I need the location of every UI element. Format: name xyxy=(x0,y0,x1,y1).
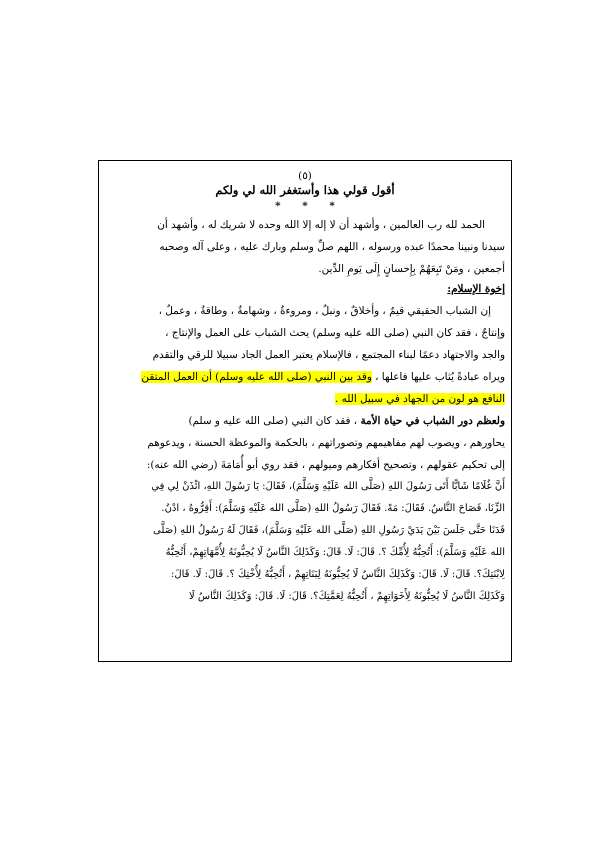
hadith-line-3: فَدَنَا حَتَّى جَلَسَ بَيْنَ يَدَيْ رَسُولِ اللهِ (صَلَّى الله عَلَيْهِ وَسَلَّمَ)، فَقَالَ لَهُ رَسُولُ اللهِ (صَلَّى xyxy=(153,525,505,536)
paragraph-3-bold-lead: ولعظم دور الشباب في حياة الأمة xyxy=(360,415,505,427)
star-separator: * * * xyxy=(275,200,335,212)
opening-line-2: سيدنا ونبينا محمدًا عبده ورسوله ، اللهم صلِّ وسلم وبارك عليه ، وعلى آله وصحبه xyxy=(159,241,505,253)
paragraph-3-line-3: إلى تحكيم عقولهم ، وتصحيح أفكارهم وميولهم ، فقد روي أبو أُمَامَةَ (رضي الله عنه): xyxy=(146,459,505,471)
hadith-line-2: الزِّنَا، فَصَاحَ النَّاسُ. فَقَالَ: مَهْ. فَقَالَ رَسُولُ اللهِ (صَلَّى الله عَلَيْهِ وَسَلَّمَ): أَقِرُّوهُ ، ادْنُ. xyxy=(161,503,505,514)
paragraph-2-line-4 xyxy=(141,369,505,385)
paragraph-2-line-2: وإنتاجٌ ، فقد كان النبي (صلى الله عليه وسلم) يحث الشباب على العمل والإنتاج ، xyxy=(165,327,505,339)
subheading: إخوة الإسلام: xyxy=(447,283,505,295)
hadith-line-5: لِابْنَتِكَ؟. قَالَ: لَا. قَالَ: وَكَذَلِكَ النَّاسُ لَا يُحِبُّونَهُ لِبَنَاتِهِمْ ، أَتُحِبُّهُ لِأُخْتِكَ ؟. قَالَ: لَا. قَالَ: xyxy=(170,569,505,580)
opening-line-3: أجمعين ، ومَنْ تَبِعَهُمْ بِإِحسانٍ إِلَى يَومِ الدِّين. xyxy=(318,263,505,275)
section-title: أقول قولي هذا وأستغفر الله لي ولكم xyxy=(215,183,395,197)
highlighted-text: وقد بين النبي (صلى الله عليه وسلم) أن العمل المتقن xyxy=(141,371,372,383)
paragraph-3-lead-rest: ، فقد كان النبي (صلى الله عليه و سلم) xyxy=(188,415,361,427)
paragraph-3-line-2: يحاورهم ، ويصوب لهم مفاهيمهم وتصوراتهم ، بالحكمة والموعظة الحسنة ، ويدعوهم xyxy=(147,437,505,449)
paragraph-2-line-4-plain: ويراه عبادةً يُثاب عليها فاعلها ، xyxy=(371,371,505,383)
hadith-line-6: وَكَذَلِكَ النَّاسُ لَا يُحِبُّونَهُ لِأَخَوَاتِهِمْ ، أَتُحِبُّهُ لِعَمَّتِكَ؟. قَالَ: لَا. قَالَ: وَكَذَلِكَ النَّاسُ لَا xyxy=(188,591,505,602)
hadith-line-4: الله عَلَيْهِ وَسَلَّمَ): أَتُحِبُّهُ لِأُمِّكَ ؟. قَالَ: لَا. قَالَ: وَكَذَلِكَ النَّاسُ لَا يُحِبُّونَهُ لِأُمَّهَاتِهِمْ، أَتُحِبُّهُ xyxy=(165,547,505,558)
paragraph-2-line-1: إن الشباب الحقيقي قيمٌ ، وأخلاقٌ ، ونبلٌ ، ومروءةٌ ، وشهامةٌ ، وطاقةٌ ، وعملٌ ، xyxy=(158,305,491,317)
page-border-frame xyxy=(98,160,512,662)
opening-line-1: الحمد لله رب العالمين ، وأشهد أن لا إله إلا الله وحده لا شريك له ، وأشهد أن xyxy=(157,219,485,231)
paragraph-2-line-5 xyxy=(335,391,505,407)
paragraph-2-line-3: والجد والاجتهاد دعمًا لبناء المجتمع ، فالإسلام يعتبر العمل الجاد سبيلا للرقي والتقدم xyxy=(152,349,505,361)
paragraph-3-line-1 xyxy=(188,413,505,429)
highlighted-text-continued: النافع هو لون من الجهاد في سبيل الله . xyxy=(335,393,505,405)
hadith-line-1: أَنَّ غُلَامًا شَابًّا أَتَى رَسُولَ اللهِ (صَلَّى الله عَلَيْهِ وَسَلَّمَ)، فَقَالَ: يَا رَسُولَ اللهِ، ائْذَنْ لِي فِي xyxy=(151,481,505,492)
page-marker: (٥) xyxy=(298,170,312,182)
